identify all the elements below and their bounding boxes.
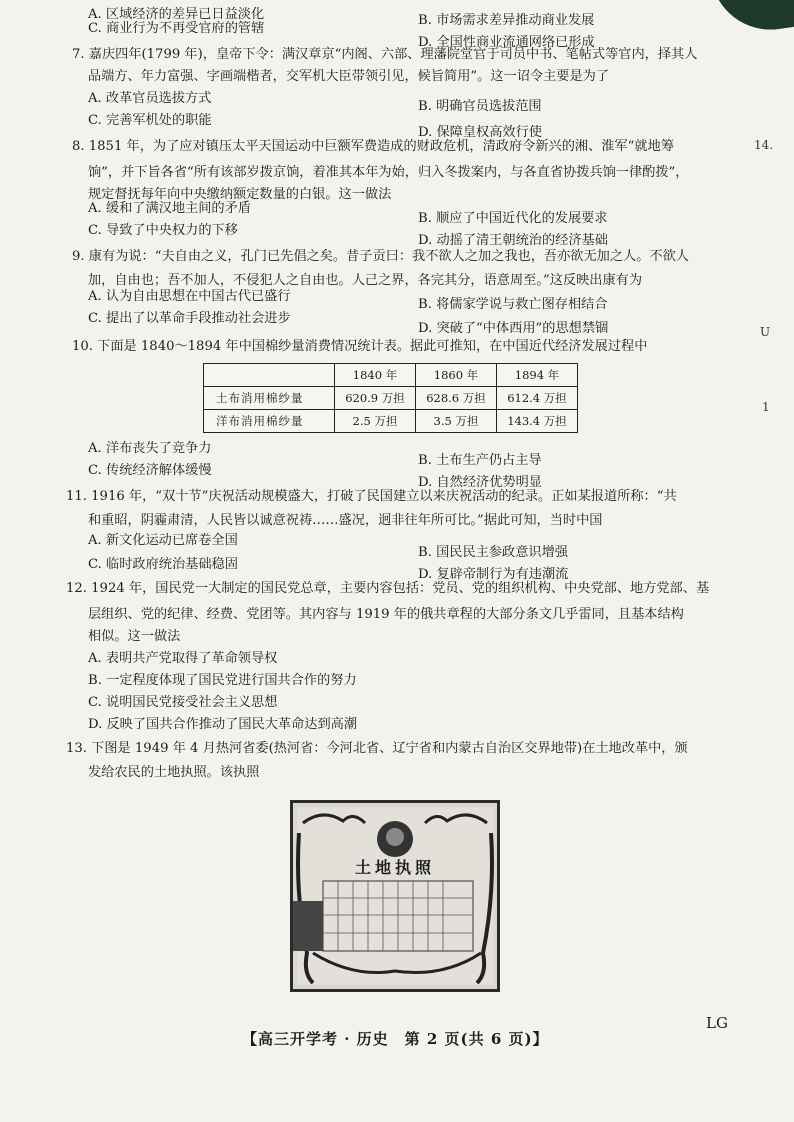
q8-stem-1: 8. 1851 年，为了应对镇压太平天国运动中巨额军费造成的财政危机，清政府令新兴的湘、淮军“就地筹 [72,139,674,154]
table-cell: 628.6 万担 [416,387,497,410]
q8-option-d: D. 动摇了清王朝统治的经济基础 [418,233,608,248]
q7-stem-2: 品端方、年力富强、字画端楷者，交军机大臣带领引见，候旨简用”。这一诏令主要是为了 [88,69,610,84]
q11-option-b: B. 国民民主参政意识增强 [418,545,568,560]
q9-option-d: D. 突破了“中体西用”的思想禁锢 [418,321,609,336]
q11-option-a: A. 新文化运动已席卷全国 [88,533,238,548]
q7-stem-1: 7. 嘉庆四年(1799 年)，皇帝下令：满汉章京“内阁、六部、理藩院堂官于司员中书、笔帖式等官内，择其人 [72,47,698,62]
certificate-title: 土地执照 [354,858,435,877]
table-row-label: 洋布消用棉纱量 [204,410,335,433]
q12-option-c: C. 说明国民党接受社会主义思想 [88,695,278,710]
corner-code: LG [706,1014,728,1032]
q10-option-b: B. 土布生产仍占主导 [418,453,542,468]
edge-fragment-u: U [760,325,771,339]
q9-stem-2: 加，自由也；吾不加人，不侵犯人之自由也。人己之界，各完其分，语意周至。”这反映出康有为 [88,273,643,288]
q11-option-d: D. 复辟帝制行为有违潮流 [418,567,569,582]
q12-stem-2: 层组织、党的纪律、经费、党团等。其内容与 1919 年的俄共章程的大部分条文几乎雷同，且基本结构 [88,607,684,622]
q6-option-b: B. 市场需求差异推动商业发展 [418,13,595,28]
table-cell: 3.5 万担 [416,410,497,433]
q11-option-c: C. 临时政府统治基础稳固 [88,557,238,572]
q10-stem: 10. 下面是 1840～1894 年中国棉纱量消费情况统计表。据此可推知，在中国近代经济发展过程中 [72,339,648,354]
q10-option-a: A. 洋布丧失了竞争力 [88,441,212,456]
q12-option-b: B. 一定程度体现了国民党进行国共合作的努力 [88,673,357,688]
page-footer: 【高三开学考 · 历史 第 2 页(共 6 页)】 [242,1030,549,1048]
table-cell: 143.4 万担 [497,410,578,433]
q12-stem-1: 12. 1924 年，国民党一大制定的国民党总章，主要内容包括：党员、党的组织机构、中央党部、地方党部、基 [66,581,710,596]
q8-stem-3: 规定督抚每年向中央缴纳额定数量的白银。这一做法 [88,187,392,202]
q10-option-d: D. 自然经济优势明显 [418,475,542,490]
q9-option-b: B. 将儒家学说与救亡图存相结合 [418,297,608,312]
table-header-cell: 1894 年 [497,364,578,387]
q8-option-b: B. 顺应了中国近代化的发展要求 [418,211,608,226]
q7-option-d: D. 保障皇权高效行使 [418,125,542,140]
q12-option-a: A. 表明共产党取得了革命领导权 [88,651,278,666]
q10-option-c: C. 传统经济解体缓慢 [88,463,212,478]
q13-stem-2: 发给农民的土地执照。该执照 [88,765,260,780]
q6-option-c: C. 商业行为不再受官府的管辖 [88,21,265,36]
edge-fragment-1: 1 [762,400,770,414]
q12-option-d: D. 反映了国共合作推动了国民大革命达到高潮 [88,717,358,732]
q6-option-a: A. 区域经济的差异已日益淡化 [88,7,265,22]
q8-option-c: C. 导致了中央权力的下移 [88,223,238,238]
table-header-cell: 1860 年 [416,364,497,387]
table-header-row [204,364,578,387]
q7-option-b: B. 明确官员选拔范围 [418,99,542,114]
q9-option-a: A. 认为自由思想在中国古代已盛行 [88,289,291,304]
table-cell: 612.4 万担 [497,387,578,410]
certificate-drawing [293,803,497,989]
edge-fragment-14: 14. [754,138,774,152]
q13-stem-1: 13. 下图是 1949 年 4 月热河省委(热河省：今河北省、辽宁省和内蒙古自治区交界地带)在土地改革中，颁 [66,741,688,756]
table-cell: 2.5 万担 [335,410,416,433]
q7-option-a: A. 改革官员选拔方式 [88,91,212,106]
table-cell [204,364,335,387]
q9-stem-1: 9. 康有为说：“夫自由之义，孔门已先倡之矣。昔子贡曰：我不欲人之加之我也，吾亦欲无加之人。不欲人 [72,249,689,264]
table-row [204,410,578,433]
q11-stem-2: 和重昭，阴霾肃清，人民皆以诚意祝祷……盛况，迥非往年所可比。”据此可知，当时中国 [88,513,603,528]
q9-option-c: C. 提出了以革命手段推动社会进步 [88,311,291,326]
table-header-cell: 1840 年 [335,364,416,387]
cotton-yarn-table [203,363,578,433]
q7-option-c: C. 完善军机处的职能 [88,113,212,128]
q8-stem-2: 饷”，并下旨各省“所有该部岁拨京饷，着准其本年为始，归入冬拨案内，与各直省协拨兵饷一律酌拨”， [88,165,689,180]
q12-stem-3: 相似。这一做法 [88,629,181,644]
q6-option-d: D. 全国性商业流通网络已形成 [418,35,595,50]
table-cell: 620.9 万担 [335,387,416,410]
land-certificate-image [290,800,500,992]
corner-shadow [710,0,794,37]
q8-option-a: A. 缓和了满汉地主间的矛盾 [88,201,251,216]
table-row [204,387,578,410]
q11-stem-1: 11. 1916 年，“双十节”庆祝活动规模盛大，打破了民国建立以来庆祝活动的纪录。正如某报道所称：“共 [66,489,677,504]
table-row-label: 土布消用棉纱量 [204,387,335,410]
